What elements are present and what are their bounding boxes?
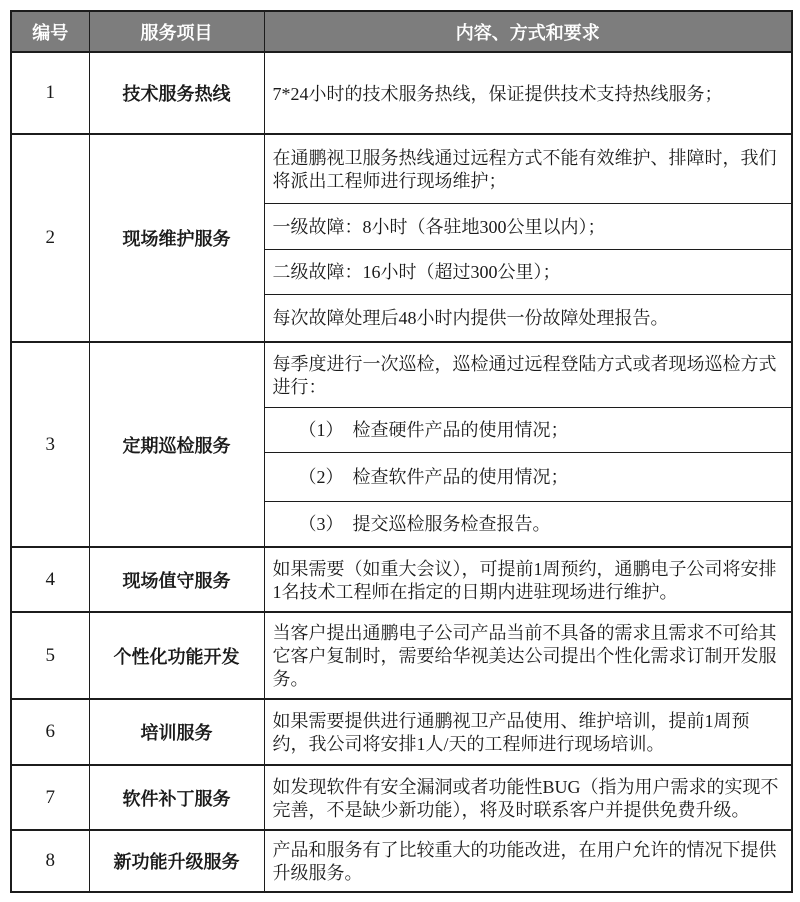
- content-cell: 如发现软件有安全漏洞或者功能性BUG（指为用户需求的实现不完善，不是缺少新功能），将及时联系客户并提供免费升级。: [264, 765, 792, 830]
- content-cell: 如果需要（如重大会议），可提前1周预约，通鹏电子公司将安排1名技术工程师在指定的日期内进驻现场进行维护。: [264, 547, 792, 612]
- service-name-cell: 现场值守服务: [89, 547, 264, 612]
- service-name-cell: 定期巡检服务: [89, 342, 264, 547]
- table-row: [11, 52, 792, 134]
- service-name-cell: 新功能升级服务: [89, 830, 264, 892]
- row-number-cell: 1: [11, 52, 89, 134]
- row-number-cell: 6: [11, 699, 89, 765]
- service-name-cell: 软件补丁服务: [89, 765, 264, 830]
- row-number-cell: 2: [11, 134, 89, 342]
- content-cell: 在通鹏视卫服务热线通过远程方式不能有效维护、排障时，我们将派出工程师进行现场维护；: [264, 134, 792, 203]
- col-header-content: 内容、方式和要求: [264, 11, 792, 52]
- table-row: [11, 830, 792, 892]
- table-row: [11, 134, 792, 203]
- col-header-service: 服务项目: [89, 11, 264, 52]
- table-row: [11, 612, 792, 699]
- service-name-cell: 现场维护服务: [89, 134, 264, 342]
- content-cell: 每次故障处理后48小时内提供一份故障处理报告。: [264, 294, 792, 342]
- content-cell: 产品和服务有了比较重大的功能改进，在用户允许的情况下提供升级服务。: [264, 830, 792, 892]
- service-name-cell: 技术服务热线: [89, 52, 264, 134]
- service-table: [10, 10, 793, 893]
- row-number-cell: 4: [11, 547, 89, 612]
- row-number-cell: 5: [11, 612, 89, 699]
- content-cell: 当客户提出通鹏电子公司产品当前不具备的需求且需求不可给其它客户复制时，需要给华视美达公司提出个性化需求订制开发服务。: [264, 612, 792, 699]
- table-header-row: [11, 11, 792, 52]
- col-header-number: 编号: [11, 11, 89, 52]
- content-cell: 每季度进行一次巡检，巡检通过远程登陆方式或者现场巡检方式进行：: [264, 342, 792, 407]
- content-cell: （1） 检查硬件产品的使用情况；: [264, 407, 792, 452]
- table-row: [11, 765, 792, 830]
- table-row: [11, 699, 792, 765]
- content-cell: 7*24小时的技术服务热线，保证提供技术支持热线服务；: [264, 52, 792, 134]
- service-name-cell: 个性化功能开发: [89, 612, 264, 699]
- content-cell: 一级故障：8小时（各驻地300公里以内）；: [264, 203, 792, 249]
- content-cell: （2） 检查软件产品的使用情况；: [264, 452, 792, 501]
- row-number-cell: 8: [11, 830, 89, 892]
- content-cell: （3） 提交巡检服务检查报告。: [264, 501, 792, 547]
- table-row: [11, 342, 792, 407]
- service-name-cell: 培训服务: [89, 699, 264, 765]
- table-row: [11, 547, 792, 612]
- row-number-cell: 3: [11, 342, 89, 547]
- content-cell: 如果需要提供进行通鹏视卫产品使用、维护培训，提前1周预约，我公司将安排1人/天的工程师进行现场培训。: [264, 699, 792, 765]
- row-number-cell: 7: [11, 765, 89, 830]
- content-cell: 二级故障：16小时（超过300公里）；: [264, 249, 792, 294]
